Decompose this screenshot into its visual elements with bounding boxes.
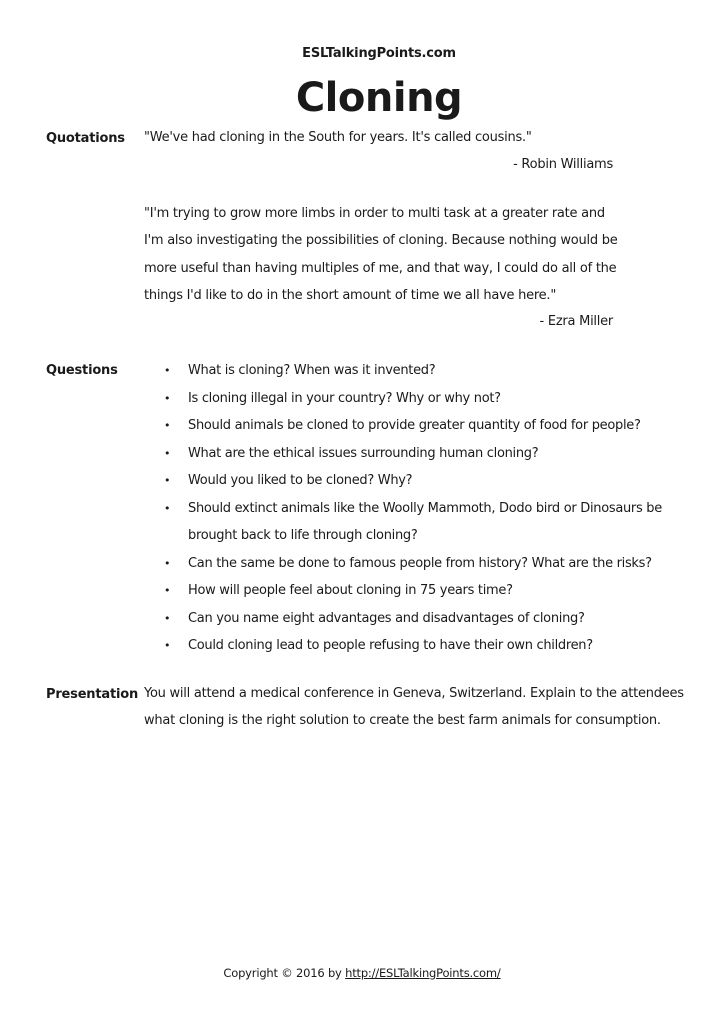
quote-2-line-2: I'm also investigating the possibilities of cloning. Because nothing would be: [144, 233, 618, 248]
bullet-icon: •: [164, 501, 171, 515]
list-item: [164, 440, 688, 468]
site-link[interactable]: http://ESLTalkingPoints.com/: [345, 966, 501, 980]
bullet-icon: •: [164, 584, 171, 597]
list-item: [164, 632, 688, 660]
quote-2-line-1: "I'm trying to grow more limbs in order to multi task at a greater rate and: [144, 206, 605, 221]
bullet-icon: •: [164, 556, 171, 570]
bullet-icon: •: [164, 611, 171, 625]
list-item: [164, 385, 688, 413]
list-item: [164, 577, 688, 605]
questions-label: Questions: [46, 363, 118, 378]
quote-2-line-4: things I'd like to do in the short amount of time we all have here.": [144, 288, 557, 303]
question-text: Would you liked to be cloned? Why?: [188, 473, 413, 488]
copyright-text: Copyright © 2016 by: [223, 966, 346, 980]
quote-2-line-3: more useful than having multiples of me, and that way, I could do all of the: [144, 261, 617, 276]
quote-1-author: - Robin Williams: [513, 157, 613, 172]
page-title: Cloning: [295, 75, 463, 121]
questions-list: [164, 357, 688, 660]
list-item: [164, 550, 688, 578]
bullet-icon: •: [164, 419, 171, 432]
question-text: How will people feel about cloning in 75 years time?: [188, 583, 513, 598]
question-text: What are the ethical issues surrounding human cloning?: [188, 445, 539, 461]
site-name: ESLTalkingPoints.com: [302, 46, 456, 61]
list-item: [164, 495, 688, 550]
list-item: [164, 412, 688, 440]
question-text: Should animals be cloned to provide greater quantity of food for people?: [188, 418, 641, 433]
quote-1-line-1: "We've had cloning in the South for years. It's called cousins.": [144, 130, 532, 145]
bullet-icon: •: [164, 446, 171, 460]
presentation-line-1: You will attend a medical conference in Geneva, Switzerland. Explain to the attendees: [144, 686, 684, 701]
bullet-icon: •: [164, 391, 171, 405]
list-item: [164, 605, 688, 633]
presentation-line-2: what cloning is the right solution to create the best farm animals for consumption.: [144, 713, 661, 728]
question-text: Can you name eight advantages and disadvantages of cloning?: [188, 610, 585, 626]
question-text: What is cloning? When was it invented?: [188, 363, 436, 378]
quotations-label: Quotations: [46, 131, 125, 146]
quote-2-author: - Ezra Miller: [539, 314, 613, 329]
list-item: [164, 357, 688, 385]
question-text: Is cloning illegal in your country? Why or why not?: [188, 390, 501, 406]
bullet-icon: •: [164, 639, 171, 652]
question-text: Should extinct animals like the Woolly Mammoth, Dodo bird or Dinosaurs be brought back to life through cloning?: [188, 500, 662, 543]
question-text: Can the same be done to famous people from history? What are the risks?: [188, 555, 652, 571]
bullet-icon: •: [164, 364, 171, 377]
list-item: [164, 467, 688, 495]
presentation-label: Presentation: [46, 687, 139, 702]
question-text: Could cloning lead to people refusing to have their own children?: [188, 638, 593, 653]
bullet-icon: •: [164, 474, 171, 487]
footer: [0, 966, 724, 980]
